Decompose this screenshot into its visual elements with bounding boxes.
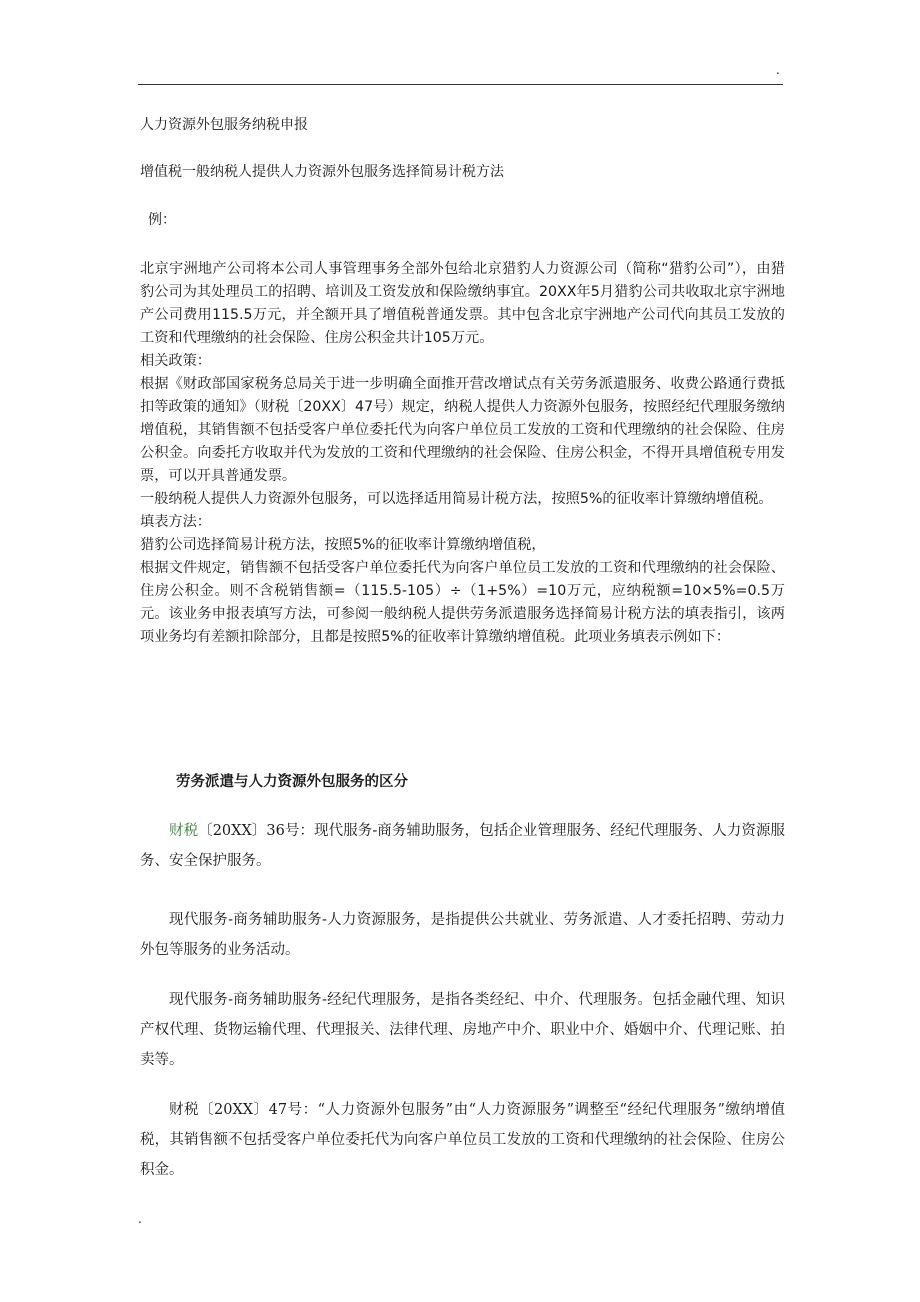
header-mark: . — [776, 63, 780, 77]
simple-method-paragraph: 一般纳税人提供人力资源外包服务，可以选择适用简易计税方法，按照5%的征收率计算缴纳增值税。 — [140, 491, 773, 507]
main-body — [140, 258, 785, 649]
section-paragraph-3: 现代服务-商务辅助服务-经纪代理服务，是指各类经纪、中介、代理服务。包括金融代理、知识产权代理、货物运输代理、代理报关、法律代理、房地产中介、职业中介、婚姻中介、代理记账、拍卖等。 — [140, 992, 785, 1068]
header-rule — [138, 84, 783, 85]
filling-label: 填表方法： — [140, 514, 211, 530]
section-paragraph-4: 财税〔20XX〕47号：“人力资源外包服务”由“人力资源服务”调整至“经纪代理服务”缴纳增值税，其销售额不包括受客户单位委托代为向客户单位员工发放的工资和代理缴纳的社会保险、住房公积金。 — [140, 1102, 785, 1178]
ref-text: 〔20XX〕36号：现代服务-商务辅助服务，包括企业管理服务、经纪代理服务、人力资源服务、安全保护服务。 — [140, 823, 786, 869]
footer-mark: . — [138, 1212, 142, 1226]
example-label: 例： — [148, 212, 176, 228]
doc-subtitle: 增值税一般纳税人提供人力资源外包服务选择简易计税方法 — [140, 164, 504, 180]
section-heading: 劳务派遣与人力资源外包服务的区分 — [176, 774, 408, 790]
ref-caishui: 财税 — [169, 823, 199, 839]
doc-title: 人力资源外包服务纳税申报 — [140, 117, 308, 133]
policy-paragraph: 根据《财政部国家税务总局关于进一步明确全面推开营改增试点有关劳务派遣服务、收费公路通行费抵扣等政策的通知》（财税〔20XX〕47号）规定，纳税人提供人力资源外包服务，按照经纪代理服务缴纳增值税，其销售额不包括受客户单位委托代为向客户单位员工发放的工资和代理缴纳的社会保险、住房公积金。向委托方收取并代为发放的工资和代理缴纳的社会保险、住房公积金，不得开具增值税专用发票，可以开具普通发票。 — [140, 376, 785, 484]
section-paragraph-2: 现代服务-商务辅助服务-人力资源服务，是指提供公共就业、劳务派遣、人才委托招聘、劳动力外包等服务的业务活动。 — [140, 912, 785, 958]
section-paragraph-1 — [140, 816, 785, 876]
policy-label: 相关政策： — [140, 353, 211, 369]
calculation-paragraph: 根据文件规定，销售额不包括受客户单位委托代为向客户单位员工发放的工资和代理缴纳的社会保险、住房公积金。则不含税销售额=（115.5-105）÷（1+5%）=10万元，应纳税额=10×5%=0.5万元。该业务申报表填写方法，可参阅一般纳税人提供劳务派遣服务选择简易计税方法的填表指引，该两项业务均有差额扣除部分，且都是按照5%的征收率计算缴纳增值税。此项业务填表示例如下： — [140, 560, 785, 645]
filling-line: 猎豹公司选择简易计税方法，按照5%的征收率计算缴纳增值税， — [140, 537, 546, 553]
case-paragraph: 北京宇洲地产公司将本公司人事管理事务全部外包给北京猎豹人力资源公司（简称“猎豹公司”），由猎豹公司为其处理员工的招聘、培训及工资发放和保险缴纳事宜。20XX年5月猎豹公司共收取北京宇洲地产公司费用115.5万元，并全额开具了增值税普通发票。其中包含北京宇洲地产公司代向其员工发放的工资和代理缴纳的社会保险、住房公积金共计105万元。 — [140, 261, 785, 346]
